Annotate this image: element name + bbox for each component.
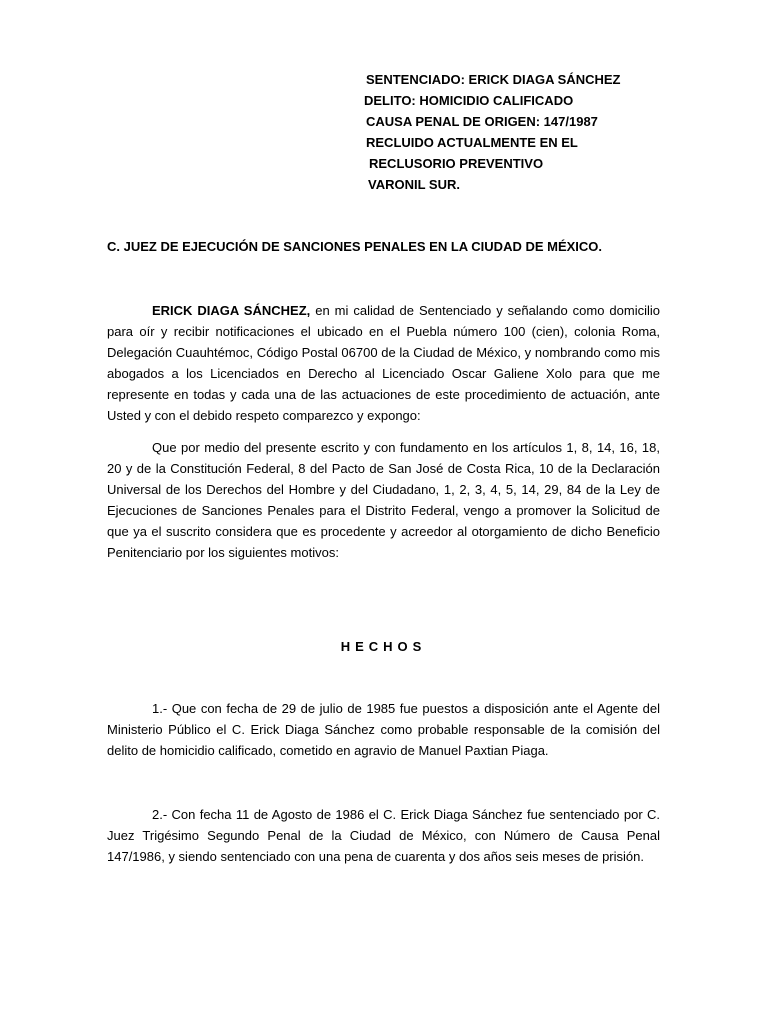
- request-paragraph: Que por medio del presente escrito y con fundamento en los artículos 1, 8, 14, 16, 18, 20 y de la Constitución Federal, 8 del Pacto de San José de Costa Rica, 10 de la Declaración Universal de los Derechos del Hombre y del Ciudadano, 1, 2, 3, 4, 5, 14, 29, 84 de la Ley de Ejecuciones de Sanciones Penales para el Distrito Federal, vengo a promover la Solicitud de que ya el suscrito considera que es procedente y acreedor al otorgamiento de dicho Beneficio Penitenciario por los siguientes motivos:: [107, 440, 660, 560]
- addressee: C. JUEZ DE EJECUCIÓN DE SANCIONES PENALES EN LA CIUDAD DE MÉXICO.: [107, 239, 603, 254]
- intro-paragraph: [107, 300, 660, 426]
- header-case-number: CAUSA PENAL DE ORIGEN: 147/1987: [366, 114, 598, 129]
- petitioner-name: ERICK DIAGA SÁNCHEZ,: [152, 303, 311, 318]
- header-prison: RECLUSORIO PREVENTIVO: [369, 156, 544, 171]
- header-crime: DELITO: HOMICIDIO CALIFICADO: [364, 93, 574, 108]
- section-title-hechos: HECHOS: [340, 639, 427, 654]
- case-header: [366, 69, 696, 195]
- fact-paragraph: 2.- Con fecha 11 de Agosto de 1986 el C. Erick Diaga Sánchez fue sentenciado por C. Juez Trigésimo Segundo Penal de la Ciudad de México, con Número de Causa Penal 147/1986, y siendo sentenciado con una pena de cuarenta y dos años seis meses de prisión.: [107, 807, 660, 864]
- header-prison-section: VARONIL SUR.: [368, 177, 460, 192]
- header-sentenced: SENTENCIADO: ERICK DIAGA SÁNCHEZ: [366, 72, 621, 87]
- fact-paragraph: 1.- Que con fecha de 29 de julio de 1985 fue puestos a disposición ante el Agente del Ministerio Público el C. Erick Diaga Sánchez como probable responsable de la comisión del delito de homicidio calificado, cometido en agravio de Manuel Paxtian Piaga.: [107, 701, 660, 758]
- intro-text: en mi calidad de Sentenciado y señalando como domicilio para oír y recibir notificaciones el ubicado en el Puebla número 100 (cien), colonia Roma, Delegación Cuauhtémoc, Código Postal 06700 de la Ciudad de México, y nombrando como mis abogados a los Licenciados en Derecho al Licenciado Oscar Galiene Xolo para que me represente en todas y cada una de las actuaciones de este procedimiento de actuación, ante Usted y con el debido respeto comparezco y expongo:: [107, 303, 660, 423]
- header-detention: RECLUIDO ACTUALMENTE EN EL: [366, 135, 578, 150]
